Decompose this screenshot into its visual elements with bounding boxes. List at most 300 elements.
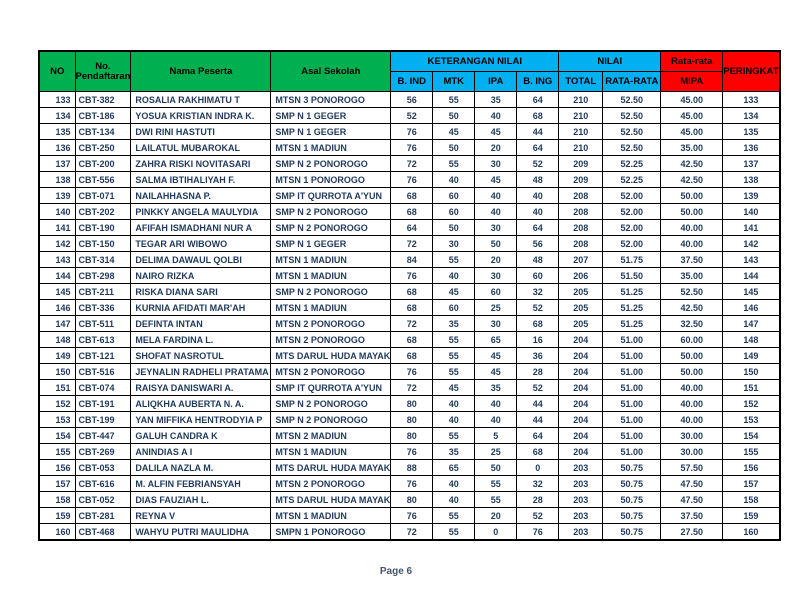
cell-mtk: 40 — [433, 268, 475, 284]
cell-b_ing: 68 — [517, 108, 559, 124]
col-group-nilai: NILAI — [559, 51, 661, 72]
cell-asal_sekolah: MTS DARUL HUDA MAYAK — [271, 460, 391, 476]
col-header-rata-rata-sub: RATA-RATA — [603, 72, 661, 92]
cell-b_ing: 36 — [517, 348, 559, 364]
cell-rata_mipa: 47.50 — [661, 476, 723, 492]
cell-ipa: 20 — [475, 508, 517, 524]
table-row — [39, 236, 780, 252]
cell-b_ing: 28 — [517, 492, 559, 508]
cell-nama_peserta: GALUH CANDRA K — [131, 428, 271, 444]
col-header-mtk: MTK — [433, 72, 475, 92]
cell-no_pendaftaran: CBT-447 — [75, 428, 131, 444]
cell-b_ing: 0 — [517, 460, 559, 476]
cell-mtk: 55 — [433, 428, 475, 444]
cell-peringkat: 153 — [723, 412, 780, 428]
cell-b_ind: 68 — [391, 332, 433, 348]
col-group-keterangan-nilai: KETERANGAN NILAI — [391, 51, 559, 72]
cell-no: 134 — [39, 108, 75, 124]
table-row — [39, 108, 780, 124]
cell-mtk: 55 — [433, 364, 475, 380]
cell-rata_mipa: 40.00 — [661, 236, 723, 252]
cell-asal_sekolah: MTSN 1 MADIUN — [271, 252, 391, 268]
cell-b_ing: 32 — [517, 476, 559, 492]
cell-b_ing: 52 — [517, 300, 559, 316]
cell-asal_sekolah: SMP N 2 PONOROGO — [271, 220, 391, 236]
cell-ipa: 30 — [475, 316, 517, 332]
cell-ipa: 40 — [475, 396, 517, 412]
cell-ipa: 55 — [475, 476, 517, 492]
cell-nama_peserta: NAILAHHASNA P. — [131, 188, 271, 204]
cell-no_pendaftaran: CBT-516 — [75, 364, 131, 380]
cell-mtk: 45 — [433, 284, 475, 300]
cell-mtk: 40 — [433, 476, 475, 492]
cell-rata_rata: 51.00 — [603, 396, 661, 412]
cell-ipa: 40 — [475, 108, 517, 124]
cell-b_ind: 76 — [391, 508, 433, 524]
cell-no: 154 — [39, 428, 75, 444]
cell-no_pendaftaran: CBT-613 — [75, 332, 131, 348]
cell-no_pendaftaran: CBT-556 — [75, 172, 131, 188]
cell-asal_sekolah: SMP N 1 GEGER — [271, 124, 391, 140]
col-header-total: TOTAL — [559, 72, 603, 92]
cell-asal_sekolah: MTSN 1 MADIUN — [271, 444, 391, 460]
cell-total: 209 — [559, 156, 603, 172]
cell-asal_sekolah: SMP IT QURROTA A'YUN — [271, 380, 391, 396]
cell-no_pendaftaran: CBT-616 — [75, 476, 131, 492]
cell-rata_rata: 51.00 — [603, 364, 661, 380]
cell-no_pendaftaran: CBT-511 — [75, 316, 131, 332]
cell-mtk: 55 — [433, 524, 475, 541]
cell-b_ind: 76 — [391, 124, 433, 140]
cell-mtk: 60 — [433, 300, 475, 316]
cell-mtk: 40 — [433, 412, 475, 428]
cell-peringkat: 147 — [723, 316, 780, 332]
cell-mtk: 65 — [433, 460, 475, 476]
cell-peringkat: 150 — [723, 364, 780, 380]
cell-asal_sekolah: MTSN 2 MADIUN — [271, 428, 391, 444]
cell-b_ing: 32 — [517, 284, 559, 300]
cell-nama_peserta: DIAS FAUZIAH L. — [131, 492, 271, 508]
cell-rata_mipa: 30.00 — [661, 428, 723, 444]
exam-results-table — [38, 50, 781, 541]
cell-peringkat: 140 — [723, 204, 780, 220]
cell-b_ind: 76 — [391, 172, 433, 188]
cell-ipa: 35 — [475, 92, 517, 108]
cell-peringkat: 154 — [723, 428, 780, 444]
cell-rata_rata: 52.50 — [603, 140, 661, 156]
cell-rata_rata: 50.75 — [603, 460, 661, 476]
cell-nama_peserta: DWI RINI HASTUTI — [131, 124, 271, 140]
cell-no: 143 — [39, 252, 75, 268]
cell-no_pendaftaran: CBT-121 — [75, 348, 131, 364]
cell-no: 152 — [39, 396, 75, 412]
cell-b_ind: 76 — [391, 140, 433, 156]
cell-b_ind: 80 — [391, 492, 433, 508]
cell-b_ing: 48 — [517, 172, 559, 188]
cell-rata_mipa: 42.50 — [661, 156, 723, 172]
cell-b_ind: 68 — [391, 204, 433, 220]
cell-total: 203 — [559, 476, 603, 492]
cell-nama_peserta: DALILA NAZLA M. — [131, 460, 271, 476]
cell-rata_rata: 50.75 — [603, 524, 661, 541]
cell-b_ing: 40 — [517, 188, 559, 204]
cell-no: 158 — [39, 492, 75, 508]
table-row — [39, 524, 780, 541]
cell-ipa: 40 — [475, 204, 517, 220]
cell-b_ind: 72 — [391, 236, 433, 252]
col-header-b-ing: B. ING — [517, 72, 559, 92]
cell-peringkat: 148 — [723, 332, 780, 348]
cell-no: 136 — [39, 140, 75, 156]
cell-rata_rata: 52.25 — [603, 172, 661, 188]
cell-rata_mipa: 52.50 — [661, 284, 723, 300]
cell-no: 144 — [39, 268, 75, 284]
col-header-ipa: IPA — [475, 72, 517, 92]
cell-total: 210 — [559, 92, 603, 108]
cell-no: 160 — [39, 524, 75, 541]
cell-no_pendaftaran: CBT-071 — [75, 188, 131, 204]
cell-total: 204 — [559, 348, 603, 364]
table-row — [39, 428, 780, 444]
cell-mtk: 60 — [433, 188, 475, 204]
cell-asal_sekolah: MTSN 2 PONOROGO — [271, 316, 391, 332]
cell-asal_sekolah: SMP N 2 PONOROGO — [271, 412, 391, 428]
cell-ipa: 30 — [475, 220, 517, 236]
cell-asal_sekolah: SMP N 1 GEGER — [271, 236, 391, 252]
cell-no: 142 — [39, 236, 75, 252]
cell-asal_sekolah: MTSN 1 MADIUN — [271, 268, 391, 284]
cell-asal_sekolah: SMP N 2 PONOROGO — [271, 204, 391, 220]
cell-asal_sekolah: SMP N 2 PONOROGO — [271, 396, 391, 412]
table-row — [39, 268, 780, 284]
cell-b_ind: 68 — [391, 188, 433, 204]
cell-asal_sekolah: MTSN 1 MADIUN — [271, 508, 391, 524]
cell-b_ing: 56 — [517, 236, 559, 252]
cell-nama_peserta: PINKKY ANGELA MAULYDIA — [131, 204, 271, 220]
table-body — [39, 92, 780, 541]
cell-nama_peserta: YAN MIFFIKA HENTRODYIA P — [131, 412, 271, 428]
cell-b_ing: 64 — [517, 92, 559, 108]
col-header-no-pendaftaran: No. Pendaftaran — [75, 51, 131, 92]
cell-total: 205 — [559, 316, 603, 332]
cell-no: 157 — [39, 476, 75, 492]
cell-rata_mipa: 40.00 — [661, 412, 723, 428]
cell-rata_rata: 50.75 — [603, 508, 661, 524]
cell-mtk: 50 — [433, 108, 475, 124]
cell-ipa: 50 — [475, 236, 517, 252]
cell-asal_sekolah: SMP N 2 PONOROGO — [271, 156, 391, 172]
cell-rata_mipa: 60.00 — [661, 332, 723, 348]
table-row — [39, 284, 780, 300]
cell-rata_rata: 50.75 — [603, 492, 661, 508]
cell-ipa: 30 — [475, 156, 517, 172]
cell-mtk: 50 — [433, 220, 475, 236]
cell-mtk: 55 — [433, 92, 475, 108]
cell-nama_peserta: M. ALFIN FEBRIANSYAH — [131, 476, 271, 492]
cell-b_ing: 68 — [517, 316, 559, 332]
cell-peringkat: 141 — [723, 220, 780, 236]
cell-mtk: 45 — [433, 124, 475, 140]
cell-no_pendaftaran: CBT-052 — [75, 492, 131, 508]
cell-asal_sekolah: SMPN 1 PONOROGO — [271, 524, 391, 541]
cell-rata_rata: 52.50 — [603, 108, 661, 124]
cell-ipa: 20 — [475, 252, 517, 268]
cell-total: 205 — [559, 284, 603, 300]
cell-rata_rata: 51.00 — [603, 332, 661, 348]
cell-total: 203 — [559, 492, 603, 508]
cell-mtk: 55 — [433, 252, 475, 268]
cell-asal_sekolah: MTSN 1 PONOROGO — [271, 172, 391, 188]
cell-b_ing: 52 — [517, 156, 559, 172]
cell-b_ing: 60 — [517, 268, 559, 284]
cell-b_ing: 64 — [517, 428, 559, 444]
cell-b_ind: 56 — [391, 92, 433, 108]
cell-asal_sekolah: MTSN 1 MADIUN — [271, 300, 391, 316]
cell-peringkat: 145 — [723, 284, 780, 300]
cell-no: 155 — [39, 444, 75, 460]
cell-b_ind: 76 — [391, 444, 433, 460]
cell-asal_sekolah: MTSN 2 PONOROGO — [271, 364, 391, 380]
cell-no: 153 — [39, 412, 75, 428]
table-row — [39, 380, 780, 396]
cell-rata_mipa: 50.00 — [661, 348, 723, 364]
cell-peringkat: 143 — [723, 252, 780, 268]
cell-total: 205 — [559, 300, 603, 316]
cell-rata_mipa: 47.50 — [661, 492, 723, 508]
col-header-mipa: MIPA — [661, 72, 723, 92]
cell-asal_sekolah: MTSN 1 MADIUN — [271, 140, 391, 156]
cell-ipa: 45 — [475, 124, 517, 140]
cell-ipa: 60 — [475, 284, 517, 300]
cell-asal_sekolah: MTSN 2 PONOROGO — [271, 476, 391, 492]
cell-rata_rata: 51.00 — [603, 348, 661, 364]
cell-nama_peserta: WAHYU PUTRI MAULIDHA — [131, 524, 271, 541]
cell-peringkat: 142 — [723, 236, 780, 252]
cell-nama_peserta: KURNIA AFIDATI MAR'AH — [131, 300, 271, 316]
cell-no_pendaftaran: CBT-150 — [75, 236, 131, 252]
cell-rata_mipa: 37.50 — [661, 508, 723, 524]
cell-b_ind: 88 — [391, 460, 433, 476]
cell-no_pendaftaran: CBT-468 — [75, 524, 131, 541]
cell-rata_rata: 51.50 — [603, 268, 661, 284]
cell-ipa: 35 — [475, 380, 517, 396]
table-row — [39, 492, 780, 508]
cell-rata_rata: 51.25 — [603, 300, 661, 316]
cell-b_ing: 76 — [517, 524, 559, 541]
cell-rata_rata: 51.00 — [603, 412, 661, 428]
cell-peringkat: 152 — [723, 396, 780, 412]
cell-mtk: 55 — [433, 348, 475, 364]
cell-total: 204 — [559, 364, 603, 380]
cell-rata_rata: 52.50 — [603, 124, 661, 140]
cell-no: 135 — [39, 124, 75, 140]
cell-asal_sekolah: MTSN 3 PONOROGO — [271, 92, 391, 108]
table-row — [39, 172, 780, 188]
cell-total: 204 — [559, 380, 603, 396]
cell-nama_peserta: LAILATUL MUBAROKAL — [131, 140, 271, 156]
cell-rata_rata: 51.00 — [603, 380, 661, 396]
table-row — [39, 476, 780, 492]
col-header-b-ind: B. IND — [391, 72, 433, 92]
cell-no: 146 — [39, 300, 75, 316]
cell-no: 137 — [39, 156, 75, 172]
cell-b_ind: 80 — [391, 396, 433, 412]
cell-peringkat: 139 — [723, 188, 780, 204]
cell-no_pendaftaran: CBT-074 — [75, 380, 131, 396]
cell-ipa: 25 — [475, 444, 517, 460]
table-row — [39, 300, 780, 316]
cell-total: 208 — [559, 236, 603, 252]
col-header-asal-sekolah: Asal Sekolah — [271, 51, 391, 92]
cell-no: 151 — [39, 380, 75, 396]
cell-no: 149 — [39, 348, 75, 364]
table-row — [39, 204, 780, 220]
cell-total: 207 — [559, 252, 603, 268]
cell-ipa: 50 — [475, 460, 517, 476]
cell-nama_peserta: ALIQKHA AUBERTA N. A. — [131, 396, 271, 412]
cell-b_ing: 64 — [517, 220, 559, 236]
table-row — [39, 220, 780, 236]
cell-b_ing: 48 — [517, 252, 559, 268]
table-row — [39, 508, 780, 524]
cell-total: 203 — [559, 508, 603, 524]
cell-b_ind: 76 — [391, 268, 433, 284]
cell-nama_peserta: SALMA IBTIHALIYAH F. — [131, 172, 271, 188]
cell-ipa: 30 — [475, 268, 517, 284]
table-row — [39, 364, 780, 380]
cell-rata_rata: 52.00 — [603, 236, 661, 252]
cell-no_pendaftaran: CBT-314 — [75, 252, 131, 268]
cell-rata_rata: 51.25 — [603, 284, 661, 300]
cell-rata_mipa: 42.50 — [661, 172, 723, 188]
cell-mtk: 60 — [433, 204, 475, 220]
cell-rata_mipa: 57.50 — [661, 460, 723, 476]
cell-no_pendaftaran: CBT-298 — [75, 268, 131, 284]
cell-nama_peserta: YOSUA KRISTIAN INDRA K. — [131, 108, 271, 124]
cell-nama_peserta: JEYNALIN RADHELI PRATAMA — [131, 364, 271, 380]
cell-no: 133 — [39, 92, 75, 108]
cell-asal_sekolah: SMP N 1 GEGER — [271, 108, 391, 124]
cell-b_ind: 84 — [391, 252, 433, 268]
cell-b_ind: 72 — [391, 380, 433, 396]
cell-asal_sekolah: SMP IT QURROTA A'YUN — [271, 188, 391, 204]
cell-ipa: 5 — [475, 428, 517, 444]
cell-b_ing: 44 — [517, 412, 559, 428]
cell-no_pendaftaran: CBT-382 — [75, 92, 131, 108]
cell-b_ind: 72 — [391, 524, 433, 541]
cell-mtk: 50 — [433, 140, 475, 156]
col-header-nama-peserta: Nama Peserta — [131, 51, 271, 92]
cell-total: 204 — [559, 412, 603, 428]
cell-ipa: 40 — [475, 412, 517, 428]
table-row — [39, 332, 780, 348]
cell-ipa: 25 — [475, 300, 517, 316]
cell-no_pendaftaran: CBT-336 — [75, 300, 131, 316]
cell-rata_mipa: 37.50 — [661, 252, 723, 268]
cell-no_pendaftaran: CBT-134 — [75, 124, 131, 140]
cell-total: 208 — [559, 204, 603, 220]
cell-peringkat: 135 — [723, 124, 780, 140]
cell-b_ind: 72 — [391, 156, 433, 172]
cell-b_ing: 28 — [517, 364, 559, 380]
cell-rata_rata: 51.00 — [603, 444, 661, 460]
cell-peringkat: 136 — [723, 140, 780, 156]
cell-total: 206 — [559, 268, 603, 284]
cell-nama_peserta: MELA FARDINA L. — [131, 332, 271, 348]
cell-peringkat: 160 — [723, 524, 780, 541]
table-row — [39, 396, 780, 412]
cell-rata_rata: 51.00 — [603, 428, 661, 444]
cell-peringkat: 146 — [723, 300, 780, 316]
cell-rata_mipa: 40.00 — [661, 396, 723, 412]
cell-nama_peserta: REYNA V — [131, 508, 271, 524]
col-header-peringkat: PERINGKAT — [723, 51, 780, 92]
cell-b_ing: 52 — [517, 380, 559, 396]
cell-mtk: 30 — [433, 236, 475, 252]
cell-b_ind: 76 — [391, 364, 433, 380]
cell-nama_peserta: SHOFAT NASROTUL — [131, 348, 271, 364]
cell-mtk: 45 — [433, 380, 475, 396]
cell-total: 204 — [559, 332, 603, 348]
cell-total: 203 — [559, 460, 603, 476]
cell-asal_sekolah: MTS DARUL HUDA MAYAK — [271, 348, 391, 364]
table-row — [39, 156, 780, 172]
cell-rata_mipa: 45.00 — [661, 92, 723, 108]
cell-total: 204 — [559, 396, 603, 412]
cell-no: 139 — [39, 188, 75, 204]
cell-rata_rata: 50.75 — [603, 476, 661, 492]
cell-b_ing: 64 — [517, 140, 559, 156]
cell-b_ing: 44 — [517, 396, 559, 412]
cell-rata_mipa: 40.00 — [661, 380, 723, 396]
cell-no: 156 — [39, 460, 75, 476]
col-header-no: NO — [39, 51, 75, 92]
cell-no: 148 — [39, 332, 75, 348]
cell-rata_rata: 52.00 — [603, 204, 661, 220]
cell-asal_sekolah: SMP N 2 PONOROGO — [271, 284, 391, 300]
cell-nama_peserta: RISKA DIANA SARI — [131, 284, 271, 300]
cell-peringkat: 134 — [723, 108, 780, 124]
cell-total: 204 — [559, 444, 603, 460]
cell-total: 208 — [559, 188, 603, 204]
cell-nama_peserta: TEGAR ARI WIBOWO — [131, 236, 271, 252]
table-row — [39, 348, 780, 364]
cell-peringkat: 156 — [723, 460, 780, 476]
cell-peringkat: 159 — [723, 508, 780, 524]
cell-b_ing: 40 — [517, 204, 559, 220]
page-number: Page 6 — [379, 566, 413, 577]
cell-rata_rata: 52.25 — [603, 156, 661, 172]
cell-no_pendaftaran: CBT-281 — [75, 508, 131, 524]
cell-no_pendaftaran: CBT-269 — [75, 444, 131, 460]
cell-no_pendaftaran: CBT-211 — [75, 284, 131, 300]
cell-mtk: 55 — [433, 156, 475, 172]
cell-b_ind: 64 — [391, 220, 433, 236]
cell-ipa: 45 — [475, 348, 517, 364]
cell-b_ind: 76 — [391, 476, 433, 492]
table-row — [39, 124, 780, 140]
table-row — [39, 92, 780, 108]
cell-rata_mipa: 27.50 — [661, 524, 723, 541]
cell-ipa: 65 — [475, 332, 517, 348]
cell-b_ind: 68 — [391, 348, 433, 364]
table-row — [39, 316, 780, 332]
cell-mtk: 55 — [433, 332, 475, 348]
cell-total: 210 — [559, 140, 603, 156]
cell-peringkat: 155 — [723, 444, 780, 460]
cell-total: 203 — [559, 524, 603, 541]
cell-no_pendaftaran: CBT-199 — [75, 412, 131, 428]
